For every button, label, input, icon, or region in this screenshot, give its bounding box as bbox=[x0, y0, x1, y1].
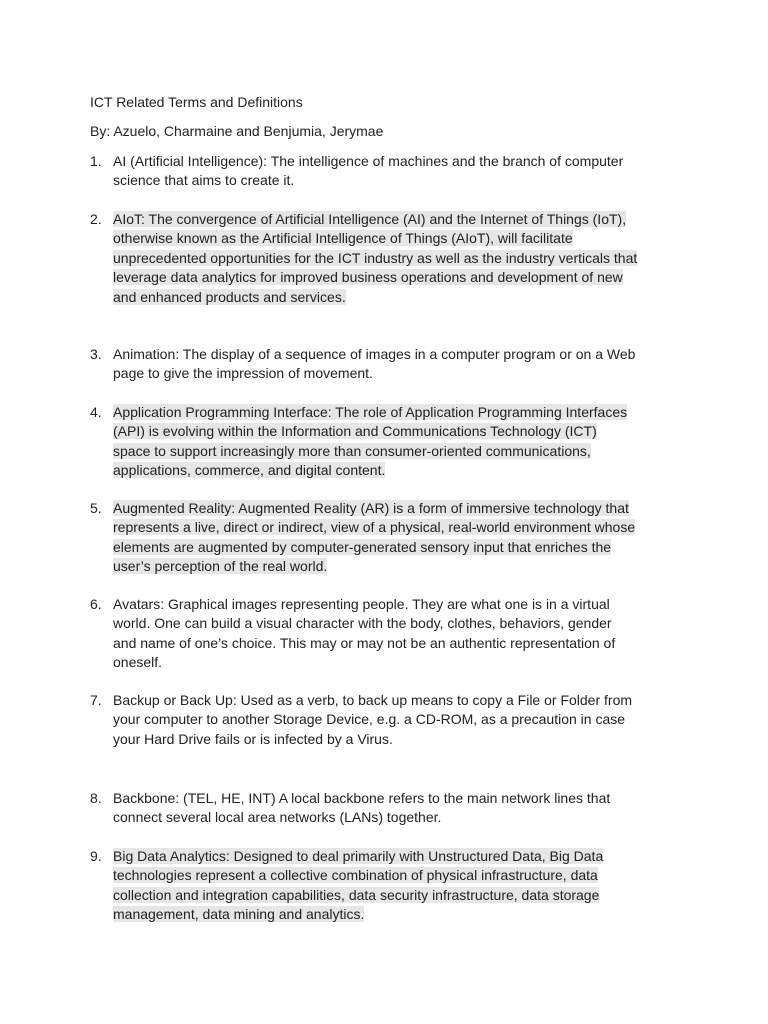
definition-line: Backup or Back Up: Used as a verb, to back up means to copy a File or Folder from bbox=[113, 692, 633, 708]
definition-line: and enhanced products and services. bbox=[113, 288, 346, 305]
term-definition bbox=[113, 403, 685, 481]
definition-line: science that aims to create it. bbox=[113, 172, 295, 189]
definition-line: oneself. bbox=[113, 654, 163, 671]
definition-line: page to give the impression of movement. bbox=[113, 365, 373, 382]
document-title: ICT Related Terms and Definitions bbox=[90, 94, 303, 110]
term-number: 4. bbox=[90, 404, 102, 420]
definition-line: world. One can build a visual character with the body, clothes, behaviors, gender bbox=[113, 615, 612, 632]
definition-line: Backbone: (TEL, HE, INT) A local backbone refers to the main network lines that bbox=[113, 790, 611, 806]
definition-line: AI (Artificial Intelligence): The intelligence of machines and the branch of computer bbox=[113, 153, 624, 169]
definition-line: Avatars: Graphical images representing people. They are what one is in a virtual bbox=[113, 596, 610, 612]
definition-line: applications, commerce, and digital content. bbox=[113, 462, 386, 479]
definition-line: leverage data analytics for improved business operations and development of new bbox=[113, 269, 623, 286]
term-definition bbox=[113, 152, 685, 191]
document-authors: By: Azuelo, Charmaine and Benjumia, Jerymae bbox=[90, 123, 384, 139]
definition-line: Application Programming Interface: The role of Application Programming Interfaces bbox=[113, 404, 628, 420]
definition-line: technologies represent a collective combination of physical infrastructure, data bbox=[113, 867, 598, 884]
definition-line: Animation: The display of a sequence of images in a computer program or on a Web bbox=[113, 346, 636, 362]
definition-line: your computer to another Storage Device, e.g. a CD-ROM, as a precaution in case bbox=[113, 711, 626, 728]
definition-line: elements are augmented by computer-generated sensory input that enriches the bbox=[113, 538, 612, 555]
definition-line: otherwise known as the Artificial Intelligence of Things (AIoT), will facilitate bbox=[113, 230, 573, 247]
definition-line: Big Data Analytics: Designed to deal primarily with Unstructured Data, Big Data bbox=[113, 848, 604, 864]
definition-line: connect several local area networks (LANs) together. bbox=[113, 809, 442, 826]
term-definition bbox=[113, 847, 685, 925]
definition-line: represents a live, direct or indirect, view of a physical, real-world environment whose bbox=[113, 519, 636, 536]
term-number: 6. bbox=[90, 596, 102, 612]
term-definition bbox=[113, 691, 685, 749]
definition-line: and name of one’s choice. This may or may not be an authentic representation of bbox=[113, 634, 616, 651]
definition-line: user’s perception of the real world. bbox=[113, 558, 328, 575]
term-number: 7. bbox=[90, 692, 102, 708]
term-definition bbox=[113, 499, 685, 577]
term-number: 9. bbox=[90, 848, 102, 864]
definition-line: (API) is evolving within the Information and Communications Technology (ICT) bbox=[113, 423, 597, 440]
definition-line: management, data mining and analytics. bbox=[113, 906, 365, 923]
term-number: 8. bbox=[90, 790, 102, 806]
term-definition bbox=[113, 345, 685, 384]
definition-line: Augmented Reality: Augmented Reality (AR) is a form of immersive technology that bbox=[113, 500, 629, 516]
definition-line: your Hard Drive fails or is infected by a Virus. bbox=[113, 730, 393, 747]
term-number: 3. bbox=[90, 346, 102, 362]
definition-line: AIoT: The convergence of Artificial Intelligence (AI) and the Internet of Things (IoT), bbox=[113, 211, 627, 227]
definition-line: unprecedented opportunities for the ICT industry as well as the industry verticals that bbox=[113, 249, 638, 266]
term-number: 1. bbox=[90, 153, 102, 169]
term-number: 2. bbox=[90, 211, 102, 227]
definition-line: space to support increasingly more than consumer-oriented communications, bbox=[113, 442, 591, 459]
term-definition bbox=[113, 595, 685, 673]
definition-line: collection and integration capabilities, data security infrastructure, data storage bbox=[113, 886, 600, 903]
term-definition bbox=[113, 210, 685, 307]
term-number: 5. bbox=[90, 500, 102, 516]
term-definition bbox=[113, 789, 685, 828]
